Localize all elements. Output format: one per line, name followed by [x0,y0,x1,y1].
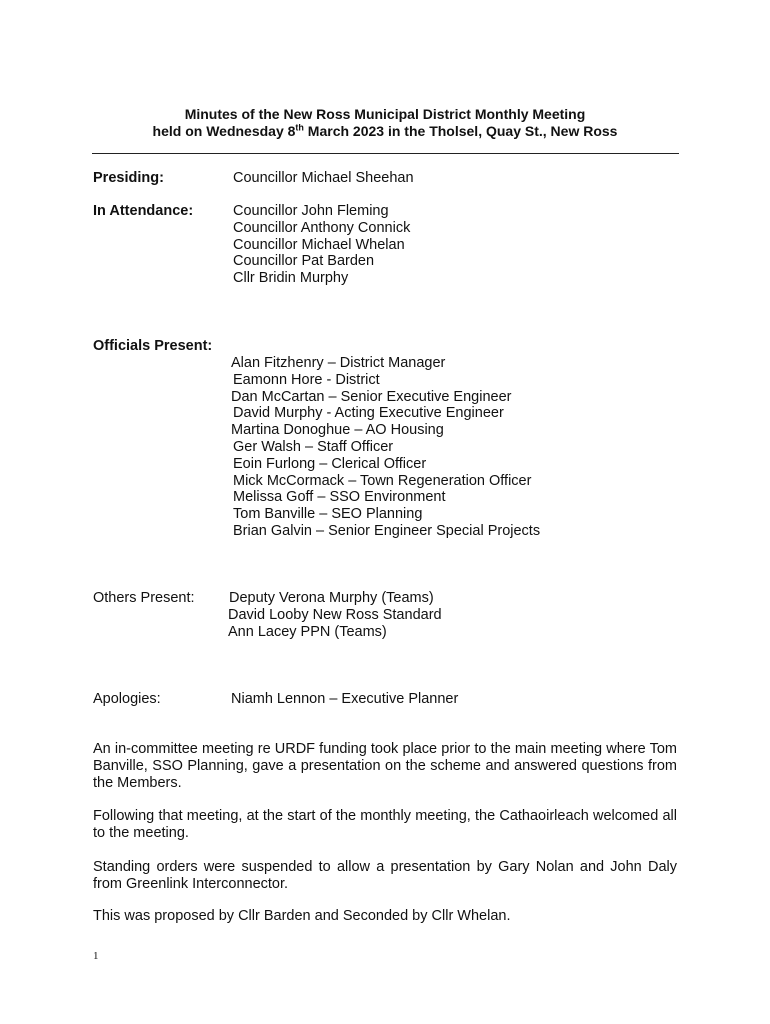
list-item: Dan McCartan – Senior Executive Engineer [231,388,512,405]
officials-label: Officials Present: [93,338,213,354]
paragraph-proposal: This was proposed by Cllr Barden and Seconded by Cllr Whelan. [93,908,511,924]
apologies-value: Niamh Lennon – Executive Planner [231,691,459,707]
list-item: Councillor Pat Barden [233,253,375,270]
officials-list [231,355,540,540]
others-label: Others Present: [93,590,195,606]
title-line-2 [0,123,770,140]
list-item: Cllr Bridin Murphy [233,270,349,287]
paragraph-welcome: Following that meeting, at the start of the monthly meeting, the Cathaoirleach welcomed all to the meeting. [93,808,677,841]
title-date-rest: March 2023 in the Tholsel, Quay St., New Ross [303,123,618,139]
attendance-label: In Attendance: [93,203,194,219]
list-item: Eoin Furlong – Clerical Officer [233,455,427,472]
list-item: Ger Walsh – Staff Officer [233,438,394,455]
list-item: David Murphy - Acting Executive Engineer [233,405,504,422]
list-item: Councillor John Fleming [233,203,389,219]
paragraph-standing-orders: Standing orders were suspended to allow a presentation by Gary Nolan and John Daly from Greenlink Interconnector. [93,859,677,892]
presiding-label: Presiding: [93,170,164,186]
apologies-label: Apologies: [93,691,161,707]
list-item: Ann Lacey PPN (Teams) [228,623,387,640]
list-item: Eamonn Hore - District [233,371,380,388]
list-item: Councillor Anthony Connick [233,219,411,236]
title-date-suffix: th [295,122,304,133]
title-line-1: Minutes of the New Ross Municipal District Monthly Meeting [184,106,586,122]
list-item: Tom Banville – SEO Planning [233,506,423,523]
header-divider [92,153,679,154]
others-list [228,590,442,640]
attendance-list [233,203,410,287]
list-item: Martina Donoghue – AO Housing [231,422,444,439]
list-item: Mick McCormack – Town Regeneration Officer [233,472,532,489]
presiding-value: Councillor Michael Sheehan [233,170,414,186]
list-item: Deputy Verona Murphy (Teams) [229,590,434,606]
title-date-prefix: held on Wednesday 8 [152,123,296,139]
page-number: 1 [93,950,99,962]
list-item: Alan Fitzhenry – District Manager [231,355,446,371]
list-item: Brian Galvin – Senior Engineer Special Projects [233,522,541,539]
paragraph-in-committee: An in-committee meeting re URDF funding took place prior to the main meeting where Tom Banville, SSO Planning, gave a presentation on the scheme and answered questions from the Members. [93,741,677,791]
list-item: David Looby New Ross Standard [228,606,442,623]
list-item: Councillor Michael Whelan [233,236,405,253]
list-item: Melissa Goff – SSO Environment [233,489,446,506]
